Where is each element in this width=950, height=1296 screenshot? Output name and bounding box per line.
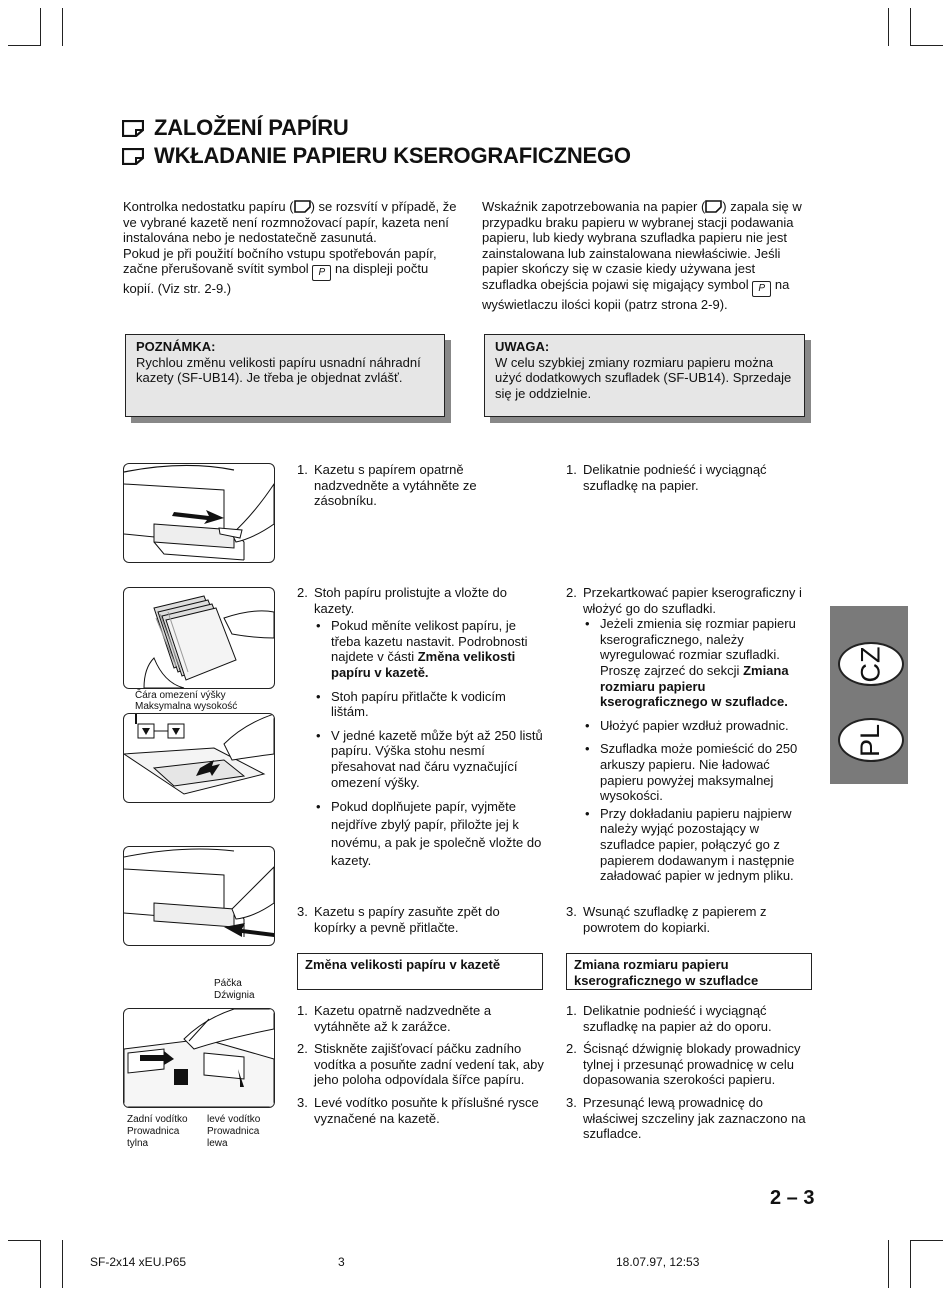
list-item [566, 1095, 812, 1142]
note-pl [484, 334, 805, 417]
note-body: W celu szybkiej zmiany rozmiaru papieru można użyć dodatkowych szufladek (SF-UB14). Sprzedaje się je oddzielnie. [495, 354, 792, 401]
figure-label-lever-pl: Dźwignia [214, 990, 255, 1001]
step-number: 1. [566, 462, 577, 477]
step-number: 3. [297, 1094, 308, 1110]
bullet-text: V jedné kazetě může být až 250 listů papíru. Výška stohu nesmí přesahovat nad čáru vyznačující omezení výšky. [331, 727, 543, 790]
bullet-link-text: Změna velikosti papíru v kazetě. [331, 649, 516, 680]
figure-label-rear-pl2: tylna [127, 1138, 149, 1149]
language-oval-cz [838, 642, 904, 686]
list-item [297, 904, 537, 935]
crop-mark [910, 45, 943, 46]
list-item [314, 728, 545, 790]
language-code: PL [855, 723, 886, 757]
bullet-list [583, 616, 814, 884]
list-item [566, 1003, 812, 1034]
pl-step-1 [566, 462, 811, 493]
pl-step-3 [566, 904, 806, 935]
intro-text: ) se rozsvítí v případě, že ve vybrané kazetě není rozmnožovací papír, kazeta není instalována nebo je nedostatečně zasunutá. [123, 199, 457, 246]
step-text: Delikatnie podnieść i wyciągnąć szufladkę na papier aż do oporu. [583, 1003, 772, 1034]
list-item [314, 689, 545, 720]
footer-date: 18.07.97, 12:53 [616, 1255, 700, 1269]
bullet-text: Szufladka może pomieścić do 250 arkuszy papieru. Nie ładować papieru powyżej maksymalnej wysokości. [600, 741, 798, 804]
intro-text: Kontrolka nedostatku papíru ( [123, 199, 294, 214]
paper-icon [705, 200, 722, 213]
footer-filename: SF-2x14 xEU.P65 [90, 1255, 187, 1269]
section-heading-cz: Změna velikosti papíru v kazetě [297, 953, 543, 990]
load-paper-illustration [124, 714, 274, 802]
step-text: Wsunąć szufladkę z papierem z powrotem do kopiarki. [583, 904, 767, 935]
intro-text: ) zapala się w przypadku braku papieru w wybranej stacji podawania papieru, lub kiedy wybrana szufladka papieru nie jest zainstalowana lub zainstalowana niewłaściwie. Jeśli papier skończy się w czasie kiedy używana jest szufladka obejścia pojawi się migający symbol [482, 199, 802, 292]
step-number: 1. [297, 462, 308, 477]
note-body: Rychlou změnu velikosti papíru usnadní náhradní kazety (SF-UB14). Je třeba je objednat zvlášť. [136, 354, 421, 386]
bypass-symbol-icon: P [312, 265, 331, 281]
paper-icon [294, 200, 311, 213]
step-text: Levé vodítko posuňte k příslušné rysce vyznačené na kazetě. [314, 1094, 539, 1126]
step-text: Kazetu s papíry zasuňte zpět do kopírky a pevně přitlačte. [314, 904, 500, 935]
crop-mark [910, 1240, 911, 1288]
step-number: 3. [566, 1094, 577, 1110]
list-item [314, 618, 545, 680]
list-item [566, 462, 811, 493]
figure-label-rear-pl1: Prowadnica [127, 1126, 180, 1137]
crop-mark [8, 1240, 41, 1241]
paper-icon [122, 148, 144, 165]
footer-page: 3 [338, 1255, 345, 1269]
list-item [297, 462, 537, 509]
list-item [314, 798, 545, 870]
bullet-text: Przy dokładaniu papieru najpierw należy wyjąć pozostający w szufladce papier, połączyć go z papierem dodawanym i następnie załadować papier w jednym pliku. [600, 805, 795, 884]
list-item [566, 585, 814, 884]
list-item [297, 1041, 545, 1088]
step-number: 2. [566, 1041, 577, 1057]
fan-paper-illustration [124, 588, 274, 688]
step-number: 2. [566, 585, 577, 600]
step-text: Przesunąć lewą prowadnicę do właściwej szczeliny jak zaznaczono na szufladce. [583, 1094, 806, 1142]
list-item [297, 585, 545, 870]
pl-size-steps [566, 1003, 812, 1142]
intro-cz [123, 199, 461, 297]
crop-mark [888, 1240, 889, 1288]
page-title-pl [122, 143, 631, 169]
list-item [566, 1041, 812, 1088]
cz-step-2 [297, 585, 545, 878]
step-text: Kazetu s papírem opatrně nadzvedněte a vytáhněte ze zásobníku. [314, 462, 477, 509]
step-number: 3. [297, 904, 308, 919]
step-text: Delikatnie podnieść i wyciągnąć szufladkę na papier. [583, 462, 767, 493]
bullet-text: Jeżeli zmienia się rozmiar papieru kserograficznego, należy wyregulować rozmiar szufladki. Proszę zajrzeć do sekcji [600, 616, 796, 678]
adjust-guides-illustration [124, 1009, 274, 1107]
section-heading-pl: Zmiana rozmiaru papieru kserograficznego w szufladce [566, 953, 812, 990]
cassette-pull-illustration [124, 464, 274, 562]
crop-mark [62, 8, 63, 46]
figure-fan-paper [123, 587, 275, 689]
crop-mark [910, 1240, 943, 1241]
list-item [583, 806, 814, 884]
step-number: 1. [297, 1003, 308, 1018]
figure-insert-cassette [123, 846, 275, 946]
bullet-text: Pokud doplňujete papír, vyjměte nejdříve zbylý papír, přiložte jej k novému, a pak je společně vložte do kazety. [331, 799, 542, 869]
crop-mark [888, 8, 889, 46]
figure-label-rear-cz: Zadní vodítko [127, 1114, 188, 1125]
bullet-link-text: Zmiana rozmiaru papieru kserograficznego w szufladce. [600, 662, 789, 710]
figure-label-left-pl2: lewa [207, 1138, 228, 1149]
insert-cassette-illustration [124, 847, 274, 945]
crop-mark [910, 8, 911, 46]
figure-label-left-cz: levé vodítko [207, 1114, 261, 1125]
list-item [583, 741, 814, 803]
step-text: Stoh papíru prolistujte a vložte do kazety. [314, 585, 507, 616]
crop-mark [62, 1240, 63, 1288]
intro-text: Wskaźnik zapotrzebowania na papier ( [482, 199, 706, 214]
page-number: 2 – 3 [770, 1187, 815, 1209]
list-item [297, 1095, 545, 1126]
step-text: Kazetu opatrně nadzvedněte a vytáhněte až k zarážce. [314, 1003, 492, 1034]
crop-mark [40, 8, 41, 46]
step-text: Przekartkować papier kserograficzny i włożyć go do szufladki. [583, 585, 802, 616]
figure-cassette-pull [123, 463, 275, 563]
step-text: Stiskněte zajišťovací páčku zadního vodítka a posuňte zadní vedení tak, aby jeho poloha odpovídala šířce papíru. [314, 1041, 544, 1088]
step-text: Ścisnąć dźwignię blokady prowadnicy tylnej i przesunąć prowadnicę w celu dopasowania szerokości papieru. [583, 1041, 801, 1088]
step-number: 2. [297, 1041, 308, 1057]
page-title-cz [122, 115, 349, 141]
cz-size-steps [297, 1003, 545, 1126]
list-item [583, 616, 814, 710]
bypass-symbol-icon: P [752, 281, 771, 297]
bullet-text: Stoh papíru přitlačte k vodicím lištám. [331, 688, 506, 720]
figure-adjust-guides [123, 1008, 275, 1108]
bullet-text: Pokud měníte velikost papíru, je třeba kazetu nastavit. Podrobnosti najdete v části [331, 618, 528, 665]
step-number: 2. [297, 585, 308, 600]
intro-pl [482, 199, 808, 313]
step-number: 3. [566, 904, 577, 919]
intro-text: na displeji počtu kopií. (Viz str. 2-9.) [123, 261, 429, 297]
crop-mark [8, 45, 41, 46]
bullet-list [314, 618, 545, 870]
paper-icon [122, 120, 144, 137]
step-number: 1. [566, 1003, 577, 1018]
figure-label-left-pl1: Prowadnica [207, 1126, 260, 1137]
language-tab [830, 606, 908, 784]
list-item [566, 904, 806, 935]
crop-mark [40, 1240, 41, 1288]
title-text: ZALOŽENÍ PAPÍRU [154, 115, 349, 140]
intro-text: na wyświetlaczu ilości kopii (patrz strona 2-9). [482, 276, 790, 312]
pl-step-2 [566, 585, 814, 892]
bullet-text: Ułożyć papier wzdłuż prowadnic. [600, 717, 789, 733]
cz-step-1 [297, 462, 537, 509]
intro-text: Pokud je při použití bočního vstupu spotřebován papír, začne přerušovaně svítit symbol [123, 245, 437, 277]
note-heading: POZNÁMKA: [136, 339, 216, 354]
figure-label-height-pl: Maksymalna wysokość [135, 701, 238, 712]
list-item [583, 718, 814, 734]
language-code: CZ [855, 646, 886, 682]
figure-load-paper [123, 713, 275, 803]
figure-label-lever-cz: Páčka [214, 978, 242, 989]
figure-label-height-cz: Čára omezení výšky [135, 690, 226, 701]
title-text: WKŁADANIE PAPIERU KSEROGRAFICZNEGO [154, 143, 631, 168]
cz-step-3 [297, 904, 537, 935]
list-item [297, 1003, 545, 1034]
note-cz [125, 334, 445, 417]
note-heading: UWAGA: [495, 339, 550, 354]
language-oval-pl [838, 718, 904, 762]
